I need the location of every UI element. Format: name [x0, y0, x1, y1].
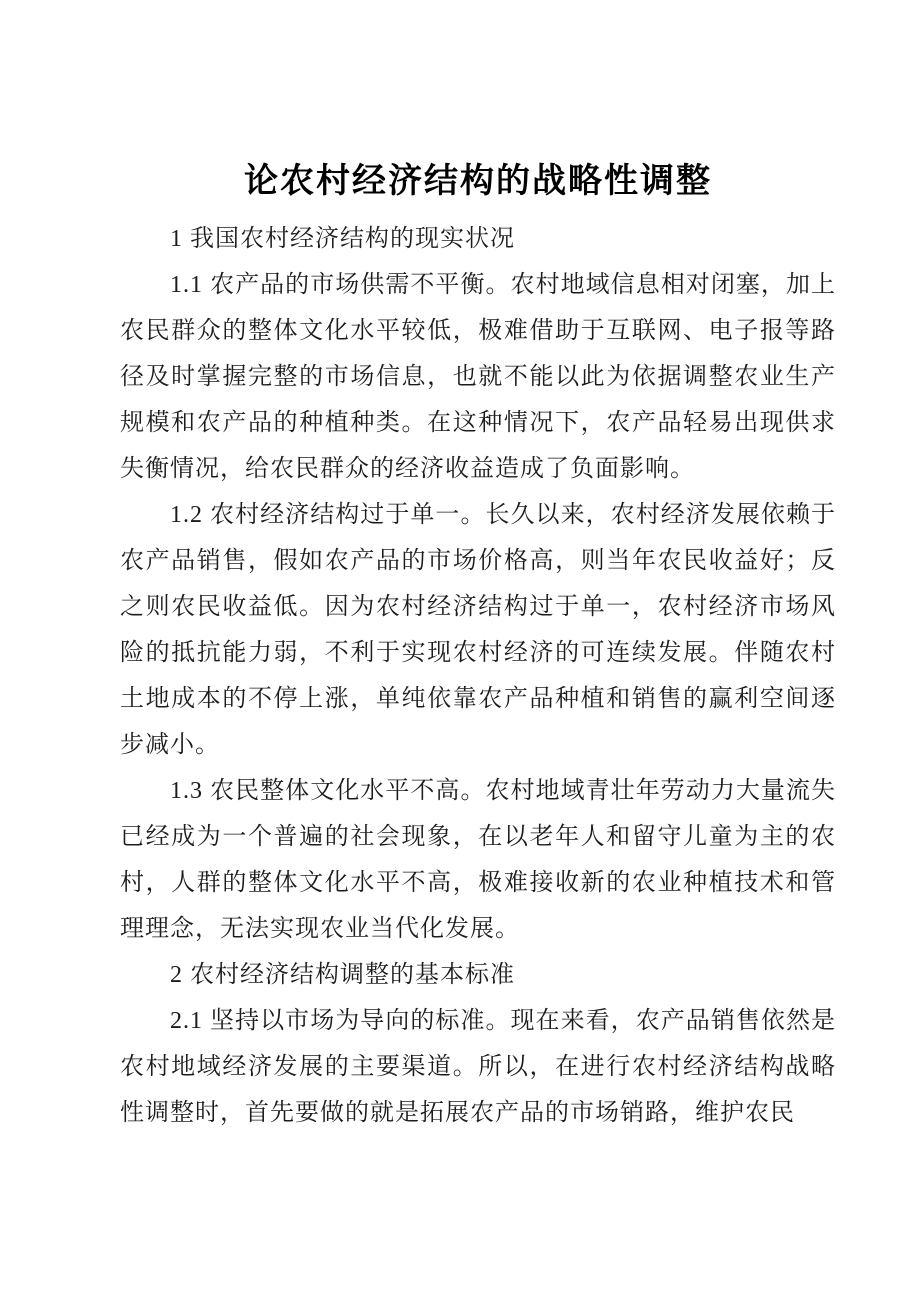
paragraph-1-2: 1.2 农村经济结构过于单一。长久以来，农村经济发展依赖于农产品销售，假如农产品的市场价格高，则当年农民收益好；反之则农民收益低。因为农村经济结构过于单一，农村经济市场风险的抵抗能力弱，不利于实现农村经济的可连续发展。伴随农村土地成本的不停上涨，单纯依靠农产品种植和销售的赢利空间逐步减小。: [120, 502, 836, 758]
paragraph-2-1: 2.1 坚持以市场为导向的标准。现在来看，农产品销售依然是农村地域经济发展的主要渠道。所以，在进行农村经济结构战略性调整时，首先要做的就是拓展农产品的市场销路，维护农民: [120, 1008, 836, 1126]
document-title: 论农村经济结构的战略性调整: [244, 163, 712, 200]
paragraph-1-1: 1.1 农产品的市场供需不平衡。农村地域信息相对闭塞，加上农民群众的整体文化水平较低，极难借助于互联网、电子报等路径及时掌握完整的市场信息，也就不能以此为依据调整农业生产规模和农产品的种植种类。在这种情况下，农产品轻易出现供求失衡情况，给农民群众的经济收益造成了负面影响。: [120, 272, 836, 482]
section-2-heading: 2 农村经济结构调整的基本标准: [170, 962, 515, 988]
document-content: [120, 0, 836, 1136]
document-body: [120, 216, 836, 1136]
paragraph-1-3: 1.3 农民整体文化水平不高。农村地域青壮年劳动力大量流失已经成为一个普遍的社会现象，在以老年人和留守儿童为主的农村，人群的整体文化水平不高，极难接收新的农业种植技术和管理理念，无法实现农业当代化发展。: [120, 778, 836, 942]
section-1-heading: 1 我国农村经济结构的现实状况: [170, 226, 515, 252]
